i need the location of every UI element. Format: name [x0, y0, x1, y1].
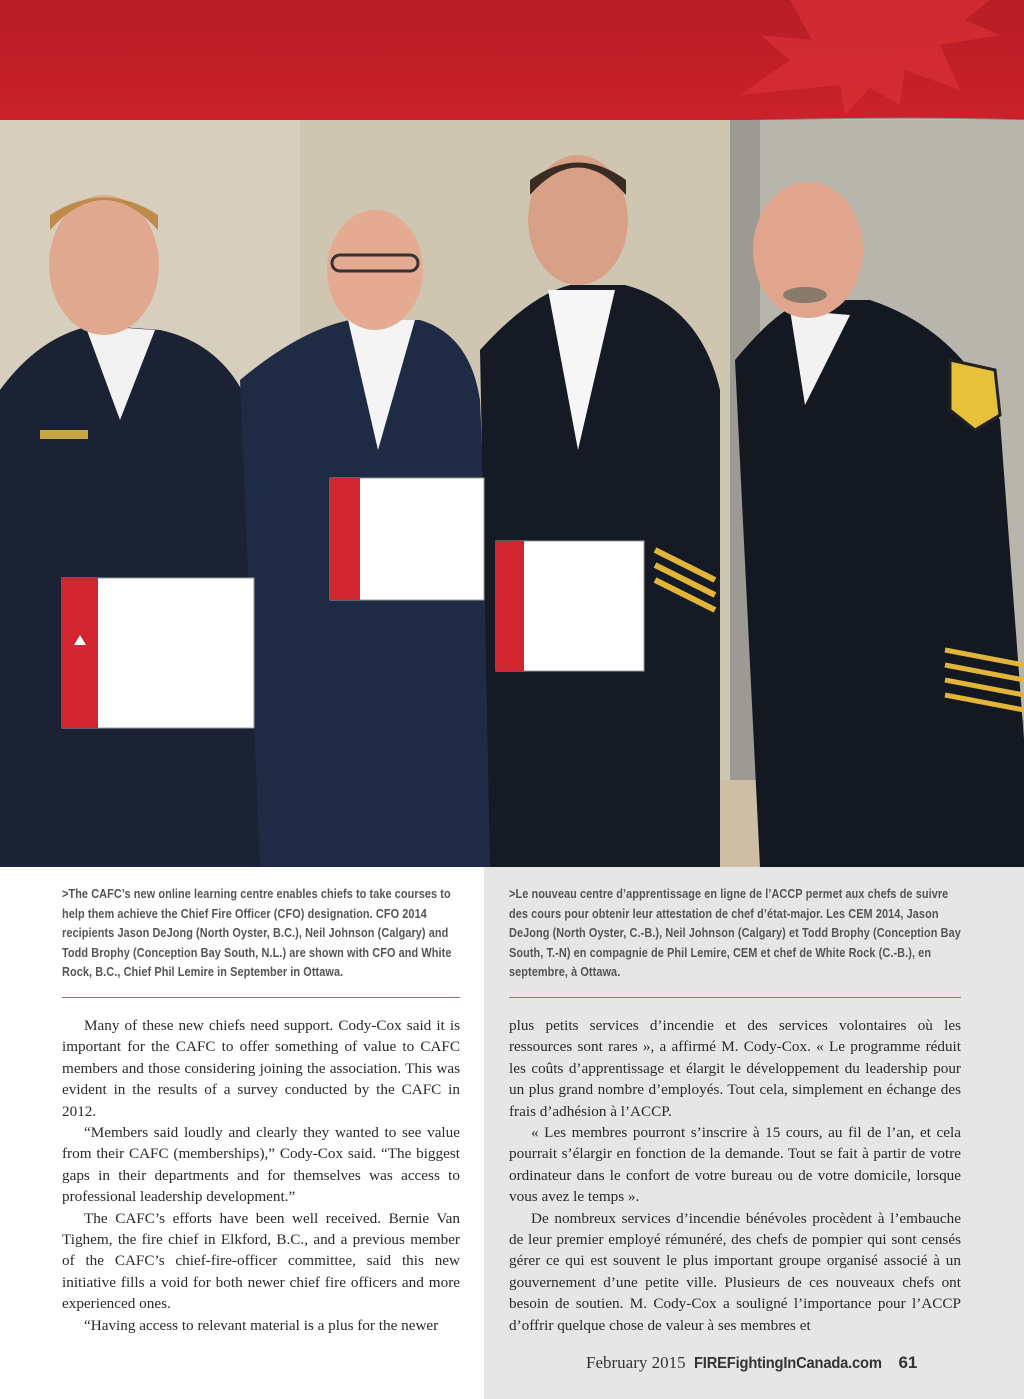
certificate-3 [496, 541, 644, 671]
paragraph: De nombreux services d’incendie bénévoles procèdent à l’embauche de leur premier employé rémunéré, des chefs de pompier qui sont censés gérer ce qui est souvent le plus important groupe organisé associé à un gouvernement d’une petite ville. Plusieurs de ces nouveaux chefs ont besoin de soutien. M. Cody-Cox a souligné l’importance pour l’ACCP d’offrir quelque chose de valeur à ses membres et [509, 1209, 961, 1334]
paragraph: plus petits services d’incendie et des services volontaires où les ressources sont rares », a affirmé M. Cody-Cox. « Le programme réduit les coûts d’apprentissage et élargit le développement du leadership pour un plus grand nombre d’employés. Tout cela, simplement en échange des frais d’adhésion à l’ACCP. [509, 1017, 961, 1120]
certificate-1 [62, 578, 254, 728]
paragraph: “Having access to relevant material is a plus for the newer [84, 1316, 439, 1334]
photo-illustration [0, 120, 1024, 867]
paragraph: Many of these new chiefs need support. Cody-Cox said it is important for the CAFC to offer something of value to CAFC members and those considering joining the association. This was evident in the results of a survey conducted by the CAFC in 2012. [62, 1017, 460, 1120]
paragraph: The CAFC’s efforts have been well received. Bernie Van Tighem, the fire chief in Elkford, B.C., and a previous member of the CAFC’s chief-fire-officer committee, said this new initiative fills a void for both newer chief fire officers and more experienced ones. [62, 1209, 460, 1313]
caption-english: >The CAFC’s new online learning centre enables chiefs to take courses to help them achieve the Chief Fire Officer (CFO) designation. CFO 2014 recipients Jason DeJong (North Oyster, B.C.), Neil Johnson (Calgary) and Todd Brophy (Conception Bay South, N.L.) are shown with CFO and White Rock, B.C., Chief Phil Lemire in September in Ottawa. [62, 886, 452, 980]
website-link[interactable]: FIREFightingInCanada.com [694, 1355, 882, 1372]
paragraph: « Les membres pourront s’inscrire à 15 cours, au fil de l’an, et cela pourrait s’élargir en fonction de la demande. Tout se fait à partir de votre ordinateur dans le confort de votre bureau ou de votre domicile, lorsque vous avez le temps ». [509, 1124, 961, 1206]
caption-french: >Le nouveau centre d’apprentissage en ligne de l’ACCP permet aux chefs de suivre des cours pour obtenir leur attestation de chef d’état-major. Les CEM 2014, Jason DeJong (North Oyster, C.-B.), Neil Johnson (Calgary) et Todd Brophy (Conception Bay South, T.-N) en compagnie de Phil Lemire, CEM et chef de White Rock (C.-B.), en septembre, à Ottawa. [509, 886, 961, 980]
paragraph: “Members said loudly and clearly they wanted to see value from their CAFC (memberships),” Cody-Cox said. “The biggest gaps in their departments and for themselves was access to professional leadership development.” [62, 1124, 460, 1206]
article-column-english [62, 1015, 460, 1336]
caption-divider-french [509, 997, 961, 998]
caption-divider-english [62, 997, 460, 998]
article-column-french [509, 1015, 961, 1336]
certificate-2 [330, 478, 484, 600]
page-number: 61 [898, 1353, 918, 1372]
issue-date: February 2015 [586, 1353, 686, 1372]
ceremony-photo [0, 120, 1024, 867]
page-footer [586, 1353, 917, 1373]
